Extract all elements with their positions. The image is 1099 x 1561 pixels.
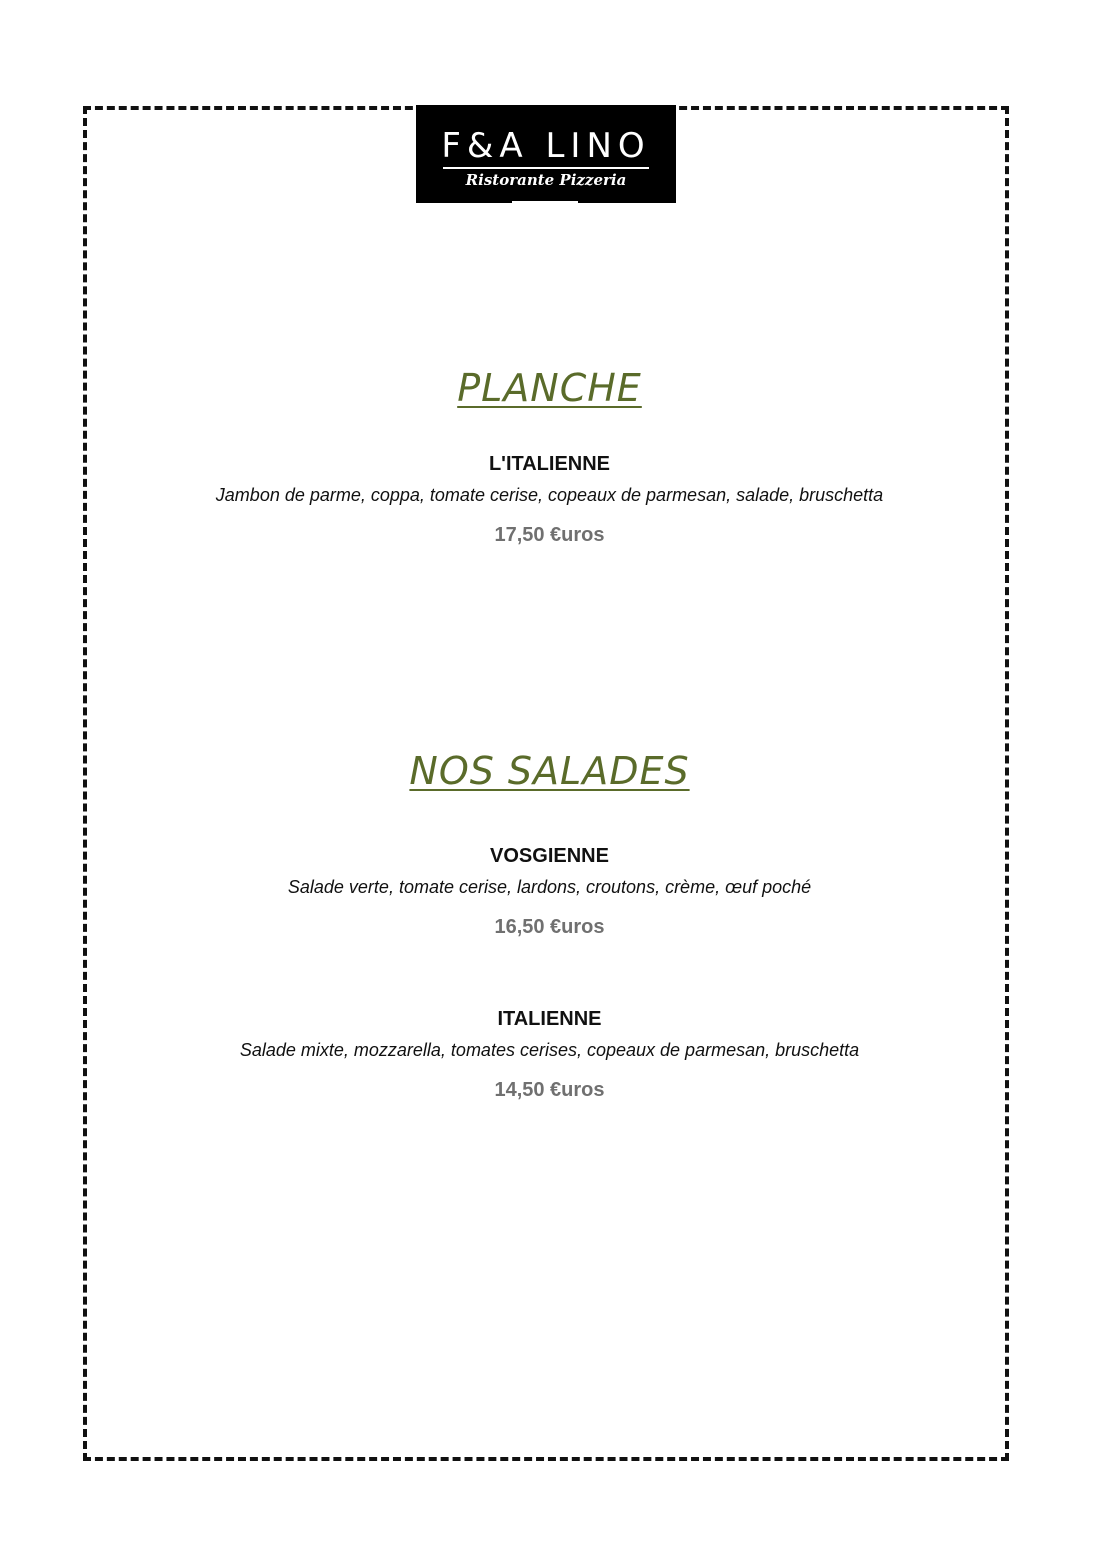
menu-item (0, 843, 1099, 940)
logo-subtitle: Ristorante Pizzeria (465, 171, 627, 189)
menu-item-description: Jambon de parme, coppa, tomate cerise, copeaux de parmesan, salade, bruschetta (215, 485, 884, 505)
logo-name: F&A LINO (441, 126, 651, 166)
logo-underline (512, 201, 578, 203)
menu-item-description: Salade mixte, mozzarella, tomates cerises, copeaux de parmesan, bruschetta (239, 1040, 860, 1060)
menu-item (0, 1006, 1099, 1103)
menu-item-name: ITALIENNE (497, 1008, 602, 1030)
menu-item-price: 17,50 €uros (494, 524, 605, 546)
menu-item (0, 451, 1099, 548)
menu-item-price: 16,50 €uros (494, 916, 605, 938)
section-title-planche: PLANCHE (457, 366, 642, 410)
menu-item-price: 14,50 €uros (494, 1079, 605, 1101)
menu-item-name: L'ITALIENNE (488, 453, 611, 475)
logo-divider (443, 167, 649, 169)
section-title-nos-salades: NOS SALADES (409, 749, 690, 793)
menu-item-name: VOSGIENNE (490, 845, 609, 867)
menu-item-description: Salade verte, tomate cerise, lardons, croutons, crème, œuf poché (287, 877, 812, 897)
restaurant-logo (416, 105, 676, 203)
